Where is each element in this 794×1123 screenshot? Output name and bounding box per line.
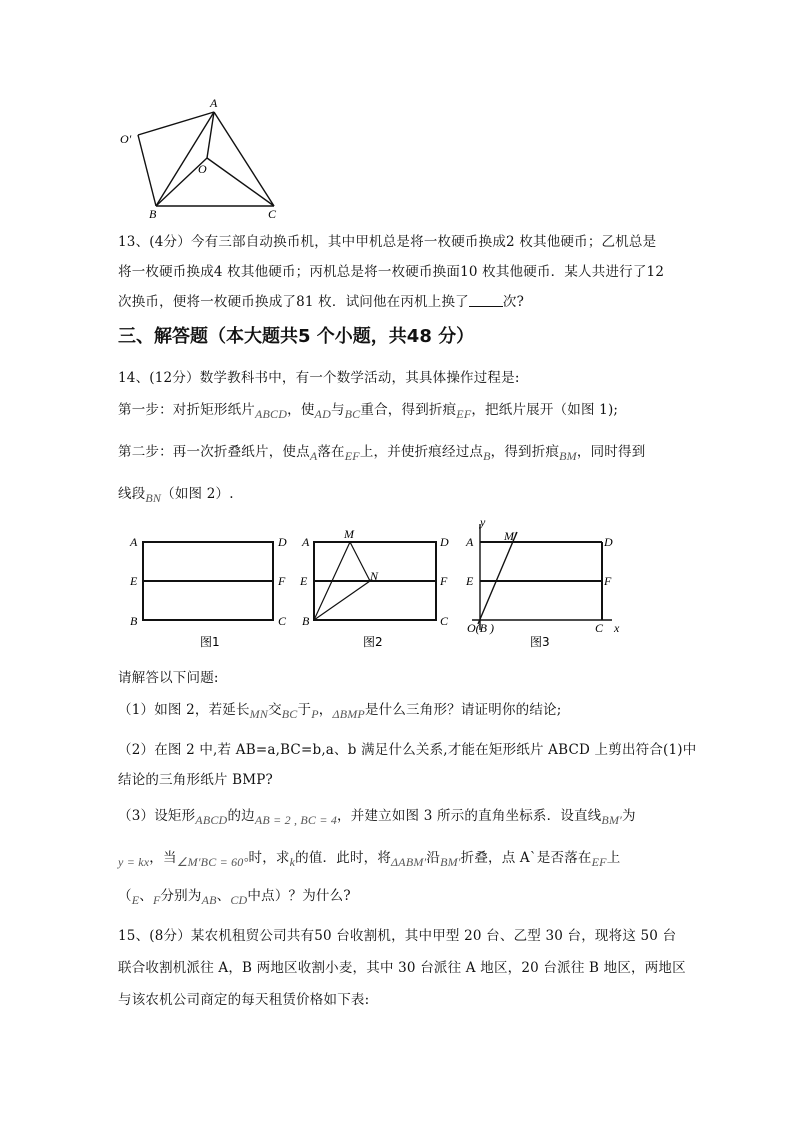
q14-step-1: 第一步：对折矩形纸片ABCD，使AD与BC重合，得到折痕EF，把纸片展开（如图 1); [118, 402, 619, 421]
f3-label-D: D [604, 535, 613, 549]
f1-label-F: F [278, 574, 286, 588]
f3-label-OB: O(B ) [467, 621, 494, 635]
q14-part-1: （1）如图 2，若延长MN交BC于P，ΔBMP是什么三角形？请证明你的结论; [118, 702, 562, 721]
label-A: A [210, 96, 218, 110]
f2-label-D: D [440, 535, 449, 549]
f3-label-x: x [614, 621, 620, 635]
q14-part-3-line-2: y = kx，当∠M′BC = 60°时，求k的值．此时，将ΔABM′沿BM′折叠，点 A`是否落在EF上 [118, 850, 621, 869]
f1-label-A: A [130, 535, 138, 549]
f1-label-B: B [130, 614, 138, 628]
q14-intro: 14、(12分）数学教科书中，有一个数学活动，其具体操作过程是: [118, 370, 520, 386]
f3-label-F: F [604, 574, 612, 588]
q14-part-2-line-2: 结论的三角形纸片 BMP? [118, 772, 273, 788]
f2-label-E: E [300, 574, 308, 588]
label-B: B [149, 207, 157, 221]
q15-line-1: 15、(8分）某农机租贸公司共有50 台收割机，其中甲型 20 台、乙型 30 台，现将这 50 台 [118, 928, 677, 944]
q14-part-3-line-3: （E、F分别为AB、CD中点）？为什么? [118, 888, 351, 907]
caption-fig2: 图2 [363, 635, 383, 649]
caption-fig3: 图3 [530, 635, 550, 649]
q13-line-1: 13、(4分）今有三部自动换币机，其中甲机总是将一枚硬币换成2 枚其他硬币；乙机总是 [118, 234, 657, 250]
f2-label-F: F [440, 574, 448, 588]
f1-label-D: D [278, 535, 287, 549]
f2-label-C: C [440, 614, 449, 628]
q15-line-2: 联合收割机派往 A，B 两地区收割小麦，其中 30 台派往 A 地区，20 台派往 B 地区，两地区 [118, 960, 686, 976]
caption-fig1: 图1 [200, 635, 220, 649]
f3-label-M-prime: M′ [504, 529, 517, 543]
f2-label-B: B [302, 614, 310, 628]
answer-blank [469, 294, 503, 307]
q14-part-2-line-1: （2）在图 2 中,若 AB=a,BC=b,a、b 满足什么关系,才能在矩形纸片 ABCD 上剪出符合(1)中 [118, 742, 697, 758]
f3-label-E: E [466, 574, 474, 588]
q13-line-3: 次换币，便将一枚硬币换成了81 枚．试问他在丙机上换了 次? [118, 294, 525, 310]
q14-part-3-line-1: （3）设矩形ABCD的边AB = 2 , BC = 4，并建立如图 3 所示的直角坐标系．设直线BM′为 [118, 808, 636, 827]
q14-step-2: 第二步：再一次折叠纸片，使点A落在EF上，并使折痕经过点B，得到折痕BM，同时得到 [118, 444, 646, 463]
label-O-prime: O′ [120, 132, 132, 146]
figure-rotation [110, 92, 310, 222]
f2-label-M: M [344, 527, 354, 541]
f2-label-N: N [370, 569, 379, 583]
f1-label-C: C [278, 614, 287, 628]
label-C: C [268, 207, 277, 221]
label-O: O [198, 162, 207, 176]
figures-1-2-3 [110, 512, 630, 654]
f3-label-A: A [466, 535, 474, 549]
q15-line-3: 与该农机公司商定的每天租赁价格如下表: [118, 992, 370, 1008]
f1-label-E: E [130, 574, 138, 588]
q14-ask: 请解答以下问题: [118, 670, 219, 686]
f3-label-y: y [480, 515, 486, 529]
f3-label-C: C [595, 621, 604, 635]
q13-line-2: 将一枚硬币换成4 枚其他硬币；丙机总是将一枚硬币换面10 枚其他硬币．某人共进行了12 [118, 264, 665, 280]
f2-label-A: A [302, 535, 310, 549]
section-heading: 三、解答题（本大题共5 个小题，共48 分） [118, 326, 475, 347]
q14-step-3: 线段BN（如图 2）. [118, 486, 234, 505]
